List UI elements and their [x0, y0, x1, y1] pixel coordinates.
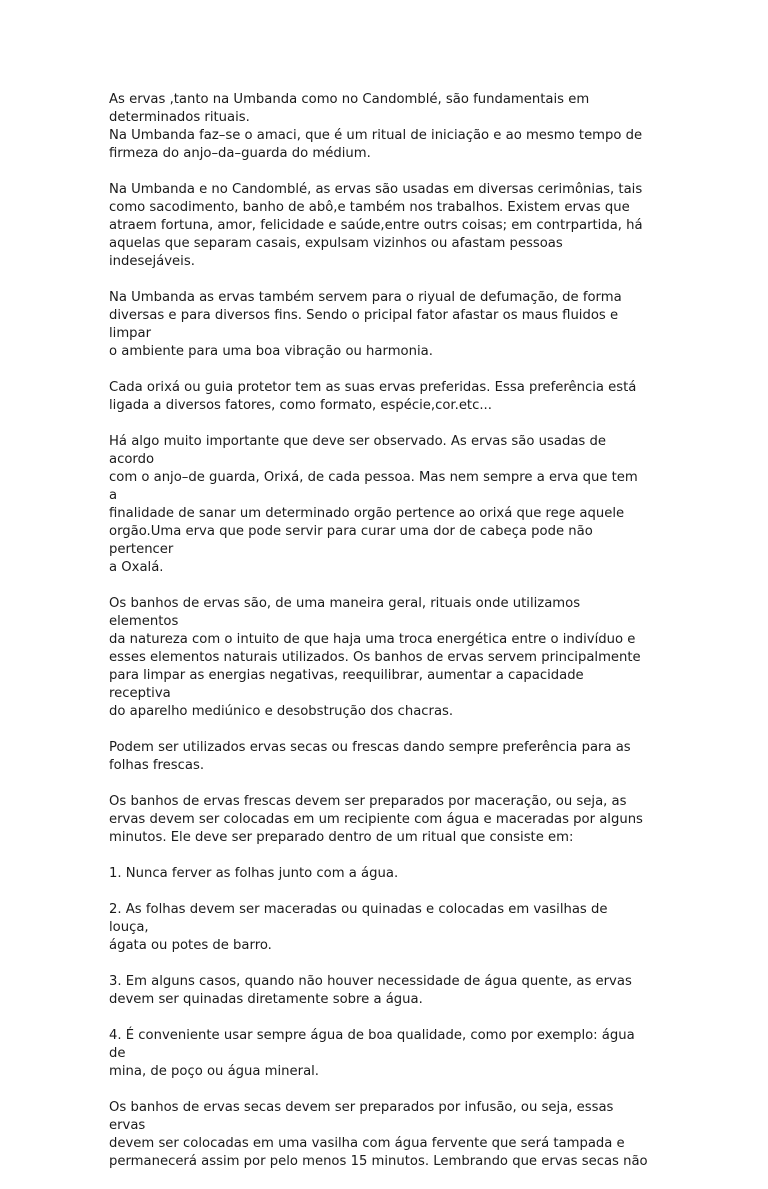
paragraph-dry-or-fresh: Podem ser utilizados ervas secas ou frescas dando sempre preferência para as folhas frescas.	[109, 740, 631, 773]
paragraph-fresh-herb-baths: Os banhos de ervas frescas devem ser preparados por maceração, ou seja, as ervas devem ser colocadas em um recipiente com água e maceradas por alguns minutos. Ele deve ser preparado dentro de um ritual que consiste em:	[109, 794, 643, 845]
list-item-1: 1. Nunca ferver as folhas junto com a água.	[109, 866, 399, 881]
paragraph-baths-overview: Os banhos de ervas são, de uma maneira geral, rituais onde utilizamos elementos da natureza com o intuito de que haja uma troca energética entre o indivíduo e esses elementos naturais utilizados. Os banhos de ervas servem principalmente para limpar as energias negativas, reequilibrar, aumentar a capacidade receptiva do aparelho mediúnico e desobstrução dos chacras.	[109, 596, 641, 719]
paragraph-important-note: Há algo muito importante que deve ser observado. As ervas são usadas de acordo com o anjo–de guarda, Orixá, de cada pessoa. Mas nem sempre a erva que tem a finalidade de sanar um determinado orgão pertence ao orixá que rege aquele orgão.Uma erva que pode servir para curar uma dor de cabeça pode não pertencer a Oxalá.	[109, 434, 638, 575]
paragraph-ceremonies: Na Umbanda e no Candomblé, as ervas são usadas em diversas cerimônias, tais como sacodimento, banho de abô,e também nos trabalhos. Existem ervas que atraem fortuna, amor, felicidade e saúde,entre outrs coisas; em contrpartida, há aquelas que separam casais, expulsam vizinhos ou afastam pessoas indesejáveis.	[109, 182, 643, 269]
paragraph-intro: As ervas ,tanto na Umbanda como no Candomblé, são fundamentais em determinados rituais. Na Umbanda faz–se o amaci, que é um ritual de iniciação e ao mesmo tempo de firmeza do anjo–da–guarda do médium.	[109, 92, 643, 161]
paragraph-dry-herb-baths: Os banhos de ervas secas devem ser preparados por infusão, ou seja, essas ervas devem ser colocadas em uma vasilha com água fervente que será tampada e permanecerá assim por pelo menos 15 minutos. Lembrando que ervas secas não	[109, 1100, 648, 1169]
list-item-2: 2. As folhas devem ser maceradas ou quinadas e colocadas em vasilhas de louça, ágata ou potes de barro.	[109, 902, 608, 953]
list-item-4: 4. É conveniente usar sempre água de boa qualidade, como por exemplo: água de mina, de poço ou água mineral.	[109, 1028, 635, 1079]
paragraph-defumacao: Na Umbanda as ervas também servem para o riyual de defumação, de forma diversas e para diversos fins. Sendo o pricipal fator afastar os maus fluidos e limpar o ambiente para uma boa vibração ou harmonia.	[109, 290, 622, 359]
paragraph-orixa-preferences: Cada orixá ou guia protetor tem as suas ervas preferidas. Essa preferência está ligada a diversos fatores, como formato, espécie,cor.etc...	[109, 380, 637, 413]
document-body	[109, 91, 649, 1189]
list-item-3: 3. Em alguns casos, quando não houver necessidade de água quente, as ervas devem ser quinadas diretamente sobre a água.	[109, 974, 632, 1007]
